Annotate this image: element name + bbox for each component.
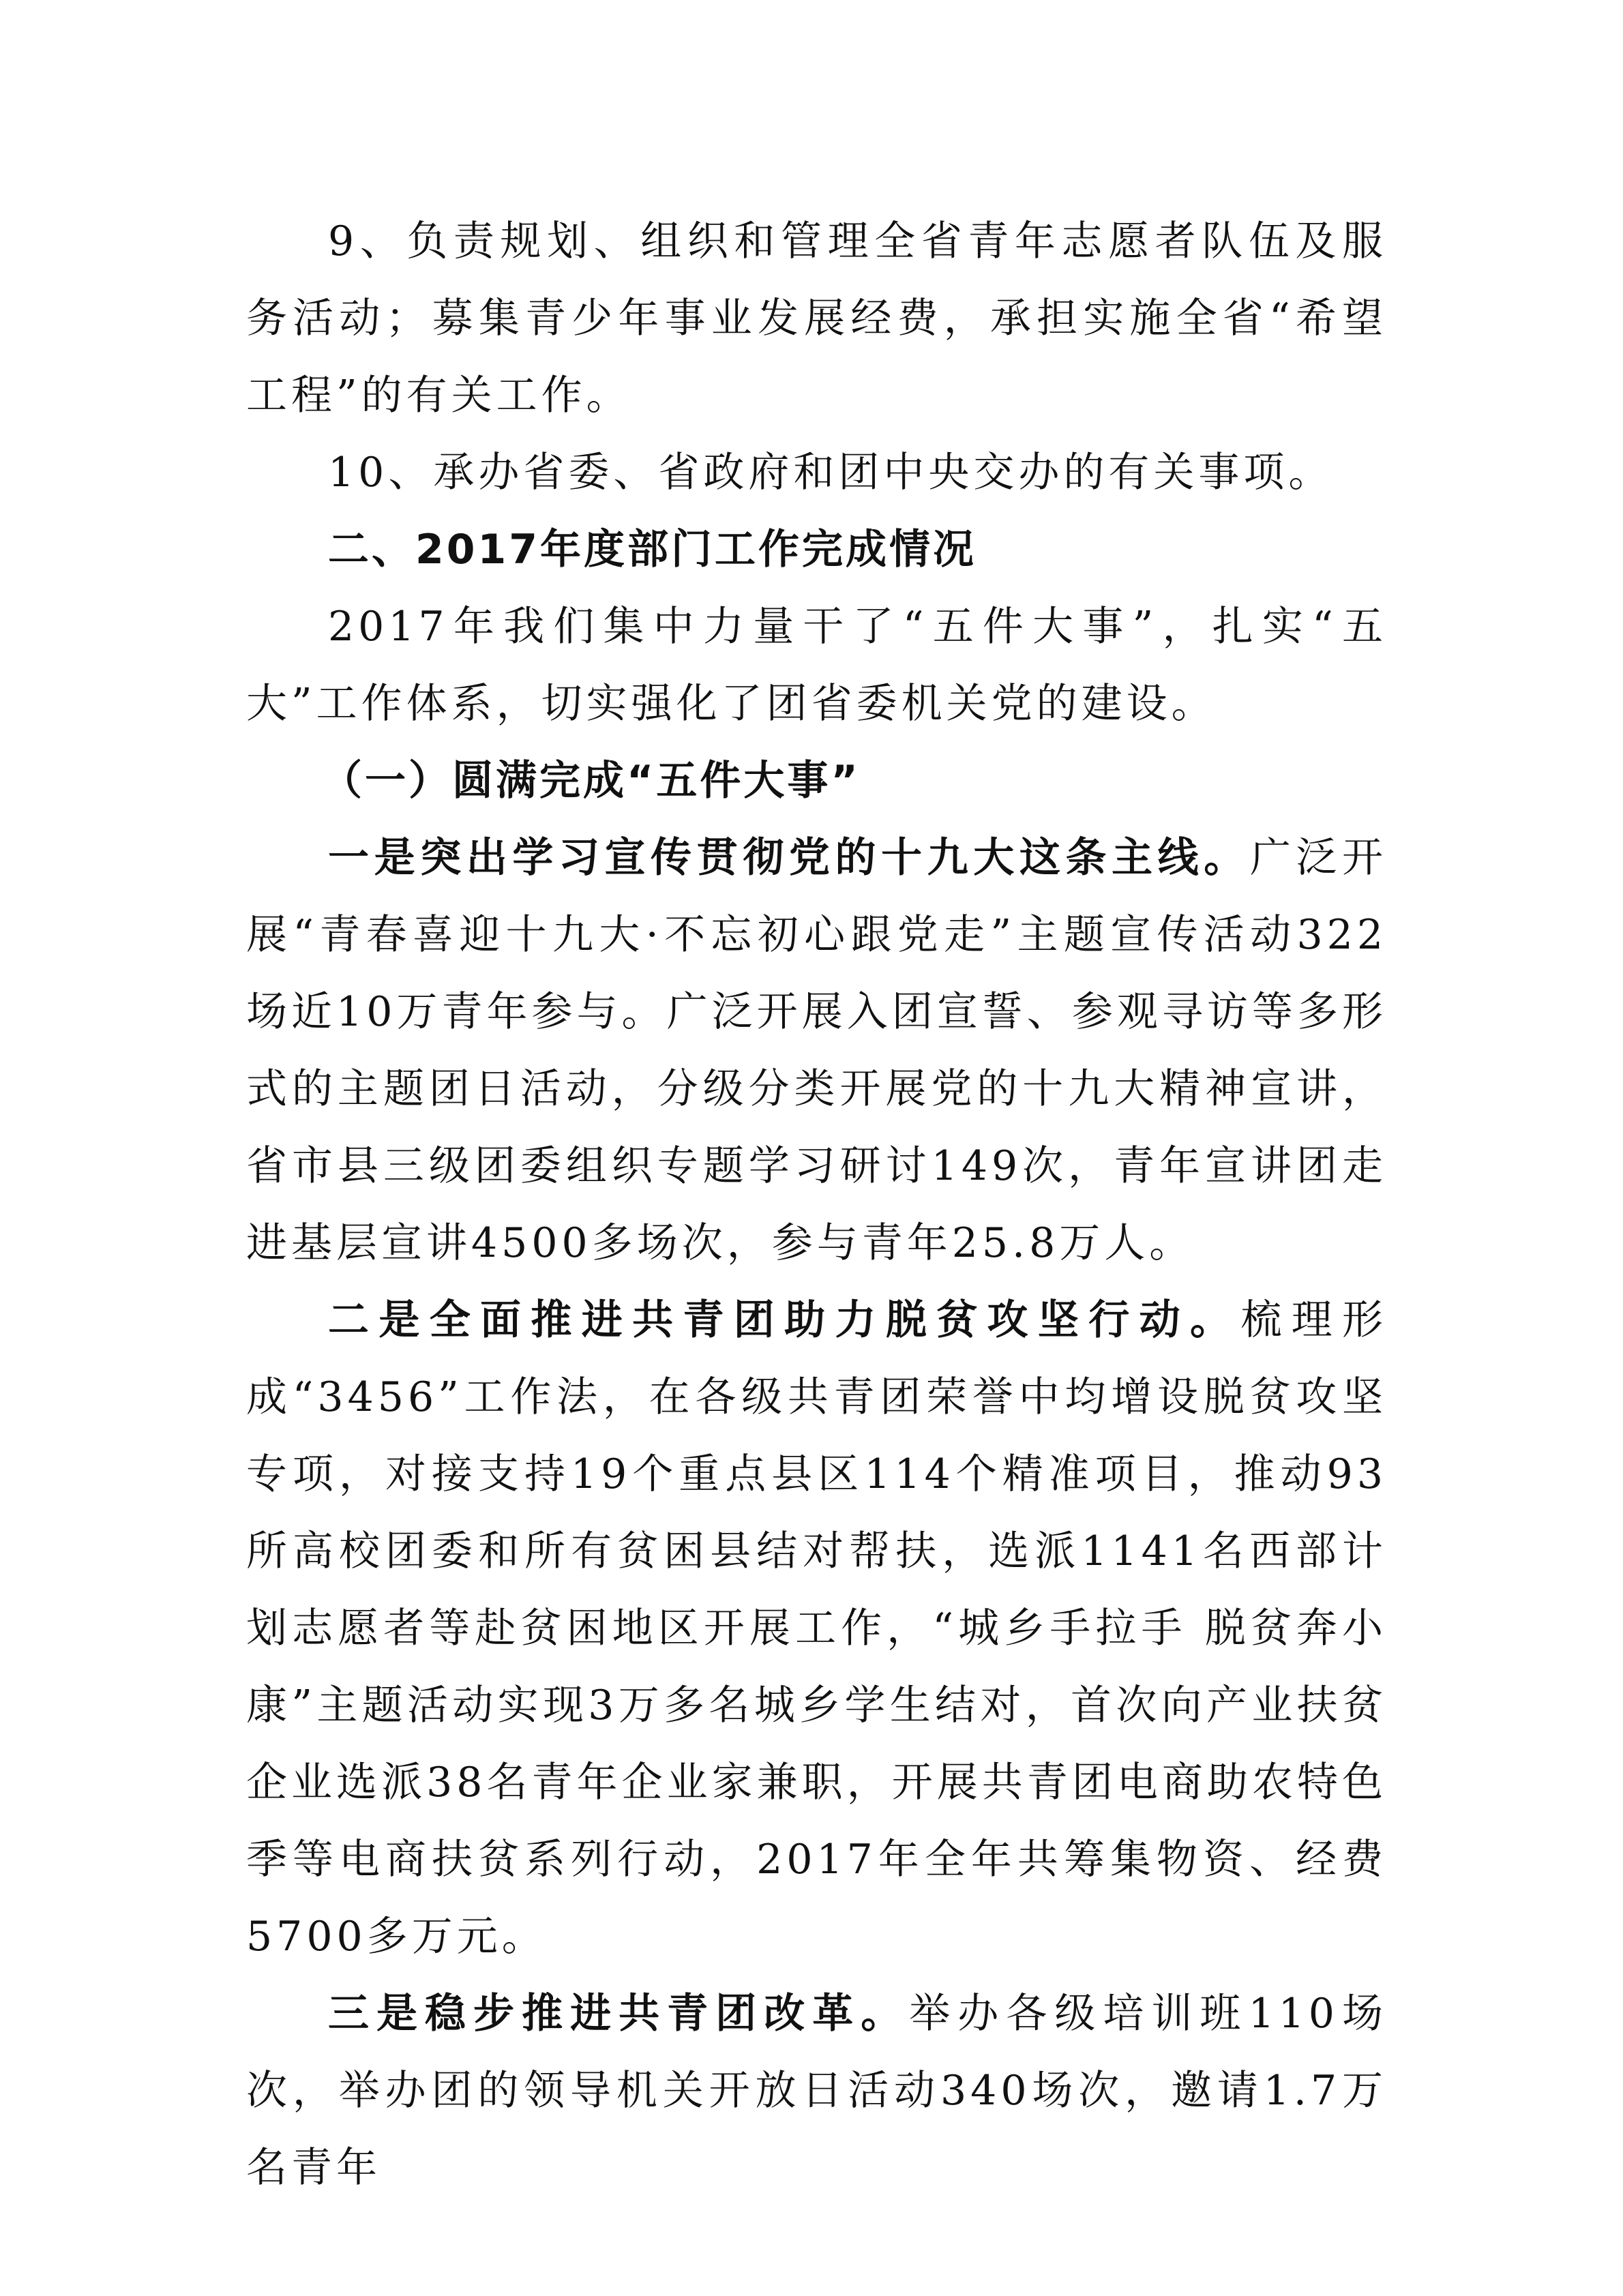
section-intro: 2017年我们集中力量干了“五件大事”，扎实“五大”工作体系，切实强化了团省委机关党的建设。 (246, 603, 1387, 728)
document-body (246, 203, 1387, 2207)
paragraph-reform-text: 举办各级培训班110场次，举办团的领导机关开放日活动340场次，邀请1.7万名青年 (246, 1990, 1387, 2192)
paragraph-study-lead: 一是突出学习宣传贯彻党的十九大这条主线。 (328, 834, 1250, 882)
paragraph-item-9 (246, 203, 1387, 434)
paragraph-item-10 (246, 434, 1387, 511)
paragraph-reform-lead: 三是稳步推进共青团改革。 (328, 1990, 910, 2038)
paragraph-study (246, 820, 1387, 1282)
paragraph-study-text: 广泛开展“青春喜迎十九大·不忘初心跟党走”主题宣传活动322场近10万青年参与。广泛开展入团宣誓、参观寻访等多形式的主题团日活动，分级分类开展党的十九大精神宣讲，省市县三级团委组织专题学习研讨149次，青年宣讲团走进基层宣讲4500多场次，参与青年25.8万人。 (246, 834, 1388, 1267)
section-heading: 二、2017年度部门工作完成情况 (328, 526, 977, 573)
paragraph-poverty (246, 1282, 1387, 1976)
paragraph-reform (246, 1976, 1387, 2207)
paragraph-poverty-lead: 二是全面推进共青团助力脱贫攻坚行动。 (328, 1296, 1241, 1344)
paragraph-poverty-text: 梳理形成“3456”工作法，在各级共青团荣誉中均增设脱贫攻坚专项，对接支持19个重点县区114个精准项目，推动93所高校团委和所有贫困县结对帮扶，选派1141名西部计划志愿者等赴贫困地区开展工作，“城乡手拉手 脱贫奔小康”主题活动实现3万多名城乡学生结对，首次向产业扶贫企业选派38名青年企业家兼职，开展共青团电商助农特色季等电商扶贫系列行动，2017年全年共筹集物资、经费5700多万元。 (246, 1296, 1388, 1960)
subsection-heading: （一）圆满完成“五件大事” (321, 757, 861, 805)
paragraph-item-10-text: 10、承办省委、省政府和团中央交办的有关事项。 (328, 449, 1334, 496)
paragraph-item-9-text: 9、负责规划、组织和管理全省青年志愿者队伍及服务活动；募集青少年事业发展经费，承担实施全省“希望工程”的有关工作。 (246, 218, 1387, 419)
